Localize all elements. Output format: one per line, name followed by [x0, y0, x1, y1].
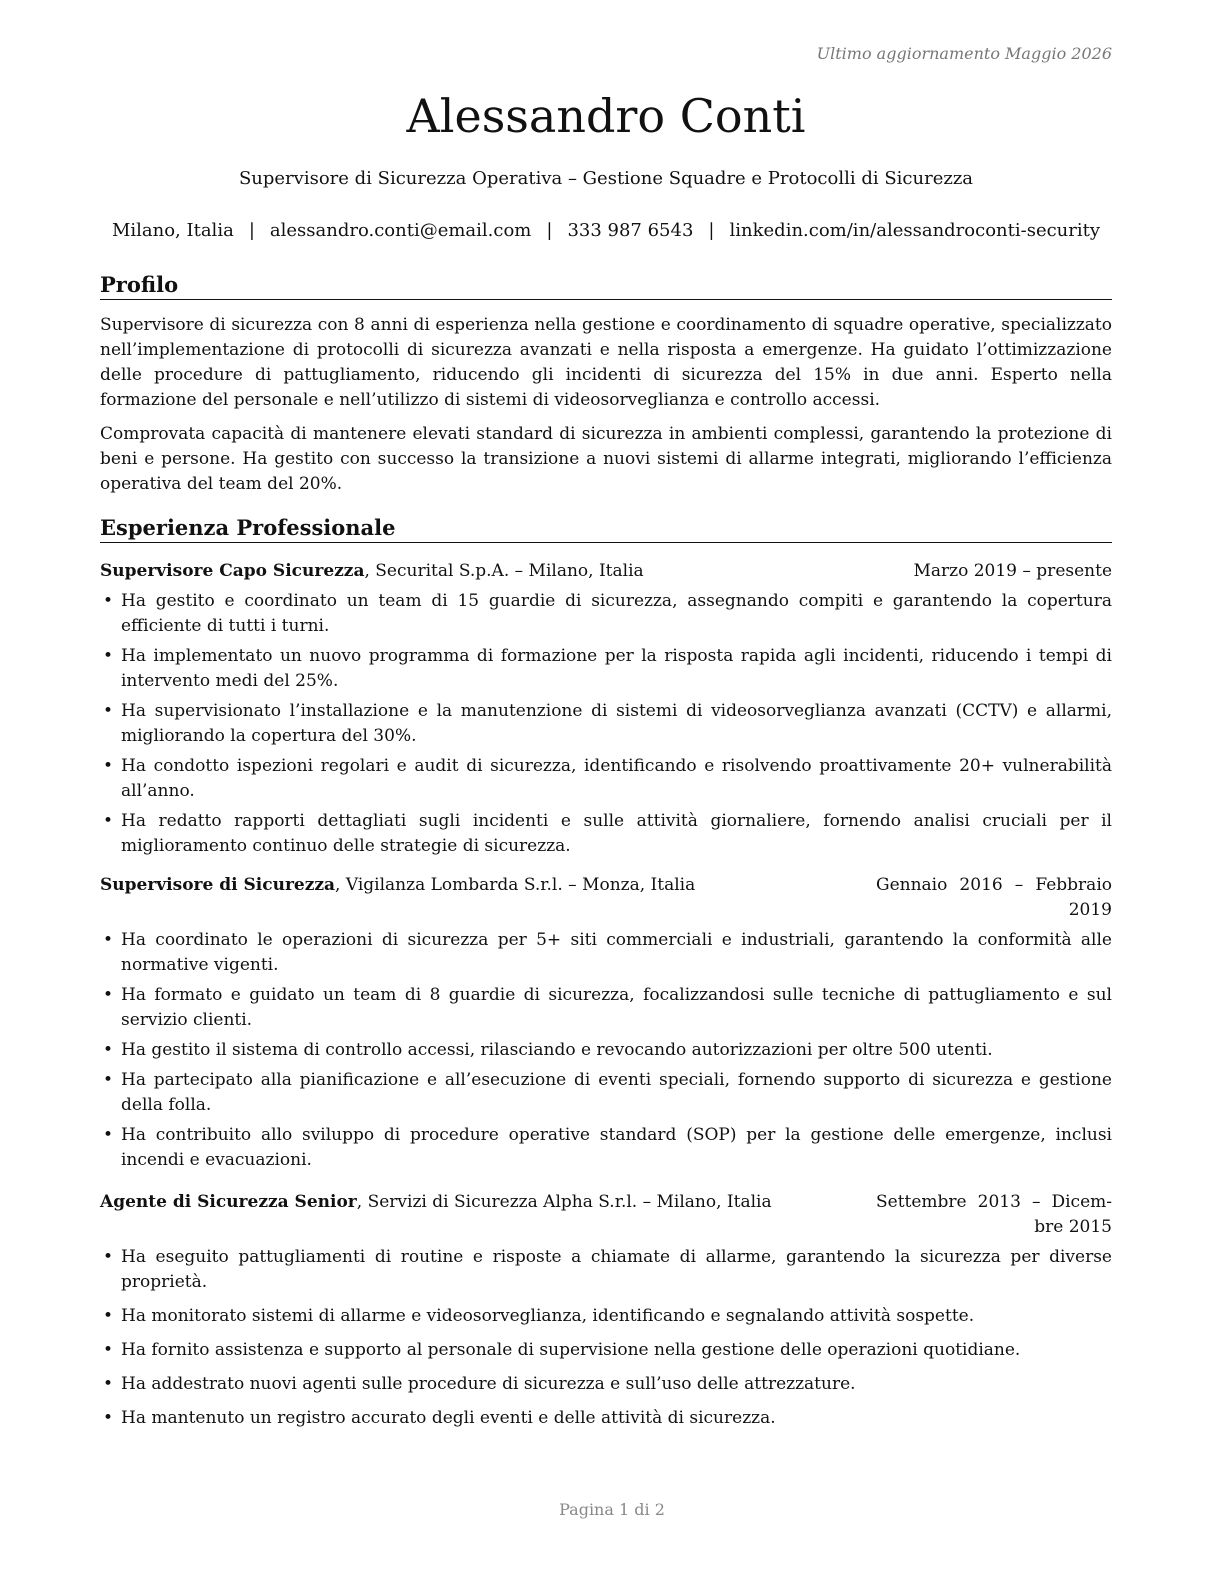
job-entry [100, 1190, 1112, 1431]
contact-email-link[interactable]: alessandro.conti@email.com [269, 220, 532, 241]
job-company: , Securital S.p.A. – Milano, Italia [364, 561, 644, 581]
job-bullet [100, 1245, 1112, 1295]
job-bullet-text: Ha addestrato nuovi agenti sulle procedure di sicurezza e sull’uso delle attrezzature. [121, 1374, 856, 1394]
job-bullet-text: Ha partecipato alla pianificazione e all’esecuzione di eventi speciali, fornendo supporto di sicurezza e gestione della folla. [121, 1070, 1112, 1115]
bullet-icon: • [103, 591, 114, 611]
job-company: , Servizi di Sicurezza Alpha S.r.l. – Milano, Italia [356, 1192, 772, 1212]
job-bullet [100, 1406, 1112, 1431]
profile-heading: Profilo [100, 272, 1112, 300]
job-bullet [100, 1372, 1112, 1397]
job-entry [100, 559, 1112, 859]
bullet-icon: • [103, 1340, 114, 1360]
experience-section [100, 515, 1112, 1440]
job-bullet-text: Ha monitorato sistemi di allarme e videosorveglianza, identificando e segnalando attività sospette. [121, 1306, 975, 1326]
job-bullet-text: Ha condotto ispezioni regolari e audit di sicurezza, identificando e risolvendo proattivamente 20+ vulnerabilità all’anno. [121, 756, 1112, 801]
job-bullet-text: Ha fornito assistenza e supporto al personale di supervisione nella gestione delle operazioni quotidiane. [121, 1340, 1021, 1360]
job-title: Supervisore di Sicurezza [100, 875, 336, 895]
job-bullet-list [100, 928, 1112, 1173]
job-company: , Vigilanza Lombarda S.r.l. – Monza, Italia [335, 875, 696, 895]
job-bullet-text: Ha formato e guidato un team di 8 guardie di sicurezza, focalizzandosi sulle tecniche di pattugliamento e sul servizio clienti. [121, 985, 1112, 1030]
job-title-line [100, 873, 876, 923]
bullet-icon: • [103, 811, 114, 831]
bullet-icon: • [103, 646, 114, 666]
contact-separator: | [708, 220, 715, 241]
contact-location: Milano, Italia [111, 220, 234, 241]
job-bullet [100, 754, 1112, 804]
bullet-icon: • [103, 756, 114, 776]
job-dates: Marzo 2019 – presente [913, 561, 1112, 581]
bullet-icon: • [103, 1247, 114, 1267]
job-header [100, 1190, 1112, 1240]
job-header [100, 873, 1112, 923]
bullet-icon: • [103, 985, 114, 1005]
job-bullet-text: Ha supervisionato l’installazione e la manutenzione di sistemi di videosorveglianza avanzati (CCTV) e allarmi, migliorando la copertura del 30%. [121, 701, 1112, 746]
contact-phone: 333 987 6543 [567, 220, 694, 241]
job-bullet-text: Ha contribuito allo sviluppo di procedure operative standard (SOP) per la gestione delle emergenze, inclusi incendi e evacuazioni. [121, 1125, 1112, 1170]
job-bullet-list [100, 1245, 1112, 1431]
profile-paragraph: Comprovata capacità di mantenere elevati standard di sicurezza in ambienti complessi, garantendo la protezione di beni e persone. Ha gestito con successo la transizione a nuovi sistemi di allarme integrati, migliorando l’efficienza operativa del team del 20%. [100, 424, 1112, 494]
contact-line [100, 219, 1112, 243]
bullet-icon: • [103, 930, 114, 950]
candidate-name: Alessandro Conti [406, 89, 806, 143]
job-bullet-text: Ha eseguito pattugliamenti di routine e risposte a chiamate di allarme, garantendo la sicurezza per diverse proprietà. [121, 1247, 1112, 1292]
job-bullet [100, 1338, 1112, 1363]
job-dates: Settembre 2013 – Dicem-bre 2015 [876, 1192, 1112, 1237]
bullet-icon: • [103, 1306, 114, 1326]
profile-section [100, 272, 1112, 497]
experience-heading: Esperienza Professionale [100, 515, 1112, 543]
job-bullet [100, 1304, 1112, 1329]
job-title-line [100, 559, 876, 584]
job-bullet [100, 928, 1112, 978]
profile-paragraph: Supervisore di sicurezza con 8 anni di esperienza nella gestione e coordinamento di squadre operative, specializzato nell’implementazione di protocolli di sicurezza avanzati e nella risposta a emergenze. Ha guidato l’ottimizzazione delle procedure di pattugliamento, riducendo gli incidenti di sicurezza del 15% in due anni. Esperto nella formazione del personale e nell’utilizzo di sistemi di videosorveglianza e controllo accessi. [100, 315, 1112, 410]
job-bullet [100, 1123, 1112, 1173]
job-bullet-text: Ha coordinato le operazioni di sicurezza per 5+ siti commerciali e industriali, garantendo la conformità alle normative vigenti. [121, 930, 1112, 975]
job-bullet [100, 644, 1112, 694]
bullet-icon: • [103, 1125, 114, 1145]
job-bullet [100, 699, 1112, 749]
job-dates: Gennaio 2016 – Febbraio 2019 [876, 875, 1112, 920]
job-title: Agente di Sicurezza Senior [100, 1192, 357, 1212]
candidate-subtitle: Supervisore di Sicurezza Operativa – Gestione Squadre e Protocolli di Sicurezza [238, 168, 974, 189]
job-bullet-text: Ha redatto rapporti dettagliati sugli incidenti e sulle attività giornaliere, fornendo analisi cruciali per il miglioramento continuo delle strategie di sicurezza. [121, 811, 1112, 856]
job-title: Supervisore Capo Sicurezza [100, 561, 365, 581]
bullet-icon: • [103, 1374, 114, 1394]
bullet-icon: • [103, 1040, 114, 1060]
job-bullet-text: Ha mantenuto un registro accurato degli eventi e delle attività di sicurezza. [121, 1408, 776, 1428]
job-bullet-list [100, 589, 1112, 859]
job-bullet-text: Ha gestito e coordinato un team di 15 guardie di sicurezza, assegnando compiti e garantendo la copertura efficiente di tutti i turni. [121, 591, 1112, 636]
job-bullet [100, 983, 1112, 1033]
job-entry [100, 873, 1112, 1173]
job-bullet-text: Ha gestito il sistema di controllo accessi, rilasciando e revocando autorizzazioni per oltre 500 utenti. [121, 1040, 993, 1060]
contact-separator: | [248, 220, 255, 241]
job-bullet [100, 809, 1112, 859]
job-bullet [100, 1038, 1112, 1063]
bullet-icon: • [103, 701, 114, 721]
contact-separator: | [546, 220, 553, 241]
page-number: Pagina 1 di 2 [559, 1500, 665, 1519]
bullet-icon: • [103, 1070, 114, 1090]
job-bullet [100, 1068, 1112, 1118]
bullet-icon: • [103, 1408, 114, 1428]
last-updated-note: Ultimo aggiornamento Maggio 2026 [816, 44, 1112, 63]
job-title-line [100, 1190, 876, 1240]
contact-linkedin-link[interactable]: linkedin.com/in/alessandroconti-security [729, 220, 1101, 241]
job-bullet [100, 589, 1112, 639]
job-bullet-text: Ha implementato un nuovo programma di formazione per la risposta rapida agli incidenti, riducendo i tempi di intervento medi del 25%. [121, 646, 1112, 691]
job-header [100, 559, 1112, 584]
